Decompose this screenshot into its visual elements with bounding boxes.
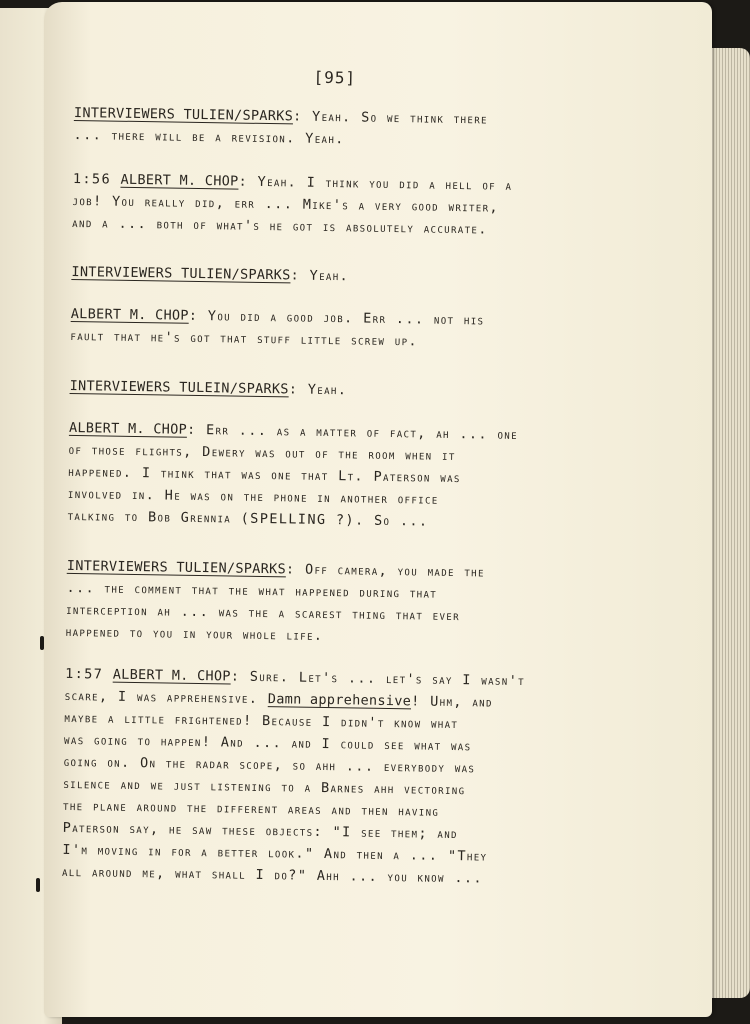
- line-text: was going to happen! And ... and I could see what was: [63, 731, 472, 755]
- transcript-paragraph: [71, 261, 591, 291]
- transcript-line: [71, 261, 591, 291]
- line-text: : Sure. Let's ... let's say I wasn't: [230, 668, 526, 690]
- line-text: happened to you in your whole life.: [65, 623, 324, 644]
- page-text: [44, 2, 712, 1017]
- binding-hole: [36, 878, 40, 892]
- line-text: : Yeah.: [290, 267, 350, 285]
- timestamp: 1:56: [72, 170, 121, 188]
- transcript-paragraph: [73, 102, 594, 154]
- speaker-name: ALBERT M. CHOP: [120, 171, 239, 190]
- speaker-name: ALBERT M. CHOP: [68, 419, 188, 438]
- line-text: maybe a little frightened! Because I didn't know what: [64, 709, 459, 733]
- line-text: involved in. He was on the phone in another office: [67, 485, 439, 508]
- line-text: interception ah ... was the a scarest thing that ever: [66, 601, 461, 625]
- transcript-paragraph: [67, 417, 589, 535]
- line-text: ! Uhm, and: [411, 693, 493, 711]
- line-text: : Yeah. I think you did a hell of a: [238, 173, 513, 194]
- speaker-name: INTERVIEWERS TULIEN/SPARKS: [73, 104, 294, 125]
- line-text: of those flights, Dewery was out of the room when it: [68, 441, 456, 465]
- timestamp: 1:57: [65, 665, 113, 683]
- page-number: [95]: [313, 67, 357, 88]
- line-text: going on. On the radar scope, so ahh ... everybody was: [63, 753, 476, 777]
- speaker-name: INTERVIEWERS TULEIN/SPARKS: [69, 377, 289, 398]
- transcript-paragraph: [72, 168, 593, 242]
- transcript-line: [70, 375, 590, 405]
- line-text: : Yeah.: [288, 381, 348, 399]
- line-text: and a ... both of what's he got is absolutely accurate.: [72, 214, 488, 238]
- line-text: ... there will be a revision. Yeah.: [73, 126, 345, 148]
- emphasized-text: Damn apprehensive: [267, 691, 412, 710]
- transcript-paragraph: [70, 375, 590, 405]
- binding-hole: [40, 636, 44, 650]
- line-text: the plane around the different areas and then having: [62, 797, 440, 820]
- line-text: happened. I think that was one that Lt. Paterson was: [68, 463, 461, 487]
- transcript-paragraph: [62, 663, 585, 891]
- line-text: silence and we just listening to a Barnes ahh vectoring: [63, 775, 466, 799]
- line-text: talking to Bob Grennia (SPELLING ?). So ...: [67, 507, 429, 530]
- line-text: fault that he's got that stuff little screw up.: [70, 327, 419, 350]
- line-text: : Yeah. So we think there: [292, 108, 489, 128]
- line-text: ... the comment that the what happened during that: [66, 579, 438, 602]
- transcript-paragraph: [66, 555, 587, 651]
- line-text: Paterson say, he saw these objects: "I see them; and: [62, 819, 459, 843]
- line-text: I'm moving in for a better look." And then a ... "They: [62, 841, 488, 865]
- speaker-name: ALBERT M. CHOP: [112, 666, 231, 685]
- transcript-paragraph: [70, 303, 591, 355]
- line-text: all around me, what shall I do?" Ahh ... you know ...: [61, 863, 484, 887]
- line-text: scare, I was apprehensive.: [64, 687, 268, 708]
- line-text: : Off camera, you made the: [285, 561, 486, 581]
- line-text: job! You really did, err ... Mike's a very good writer,: [72, 192, 500, 216]
- line-text: : Err ... as a matter of fact, ah ... one: [186, 421, 519, 443]
- speaker-name: ALBERT M. CHOP: [70, 305, 189, 324]
- speaker-name: INTERVIEWERS TULIEN/SPARKS: [66, 557, 287, 578]
- document-page: [44, 2, 712, 1017]
- speaker-name: INTERVIEWERS TULIEN/SPARKS: [71, 263, 291, 284]
- line-text: : You did a good job. Err ... not his: [188, 307, 485, 329]
